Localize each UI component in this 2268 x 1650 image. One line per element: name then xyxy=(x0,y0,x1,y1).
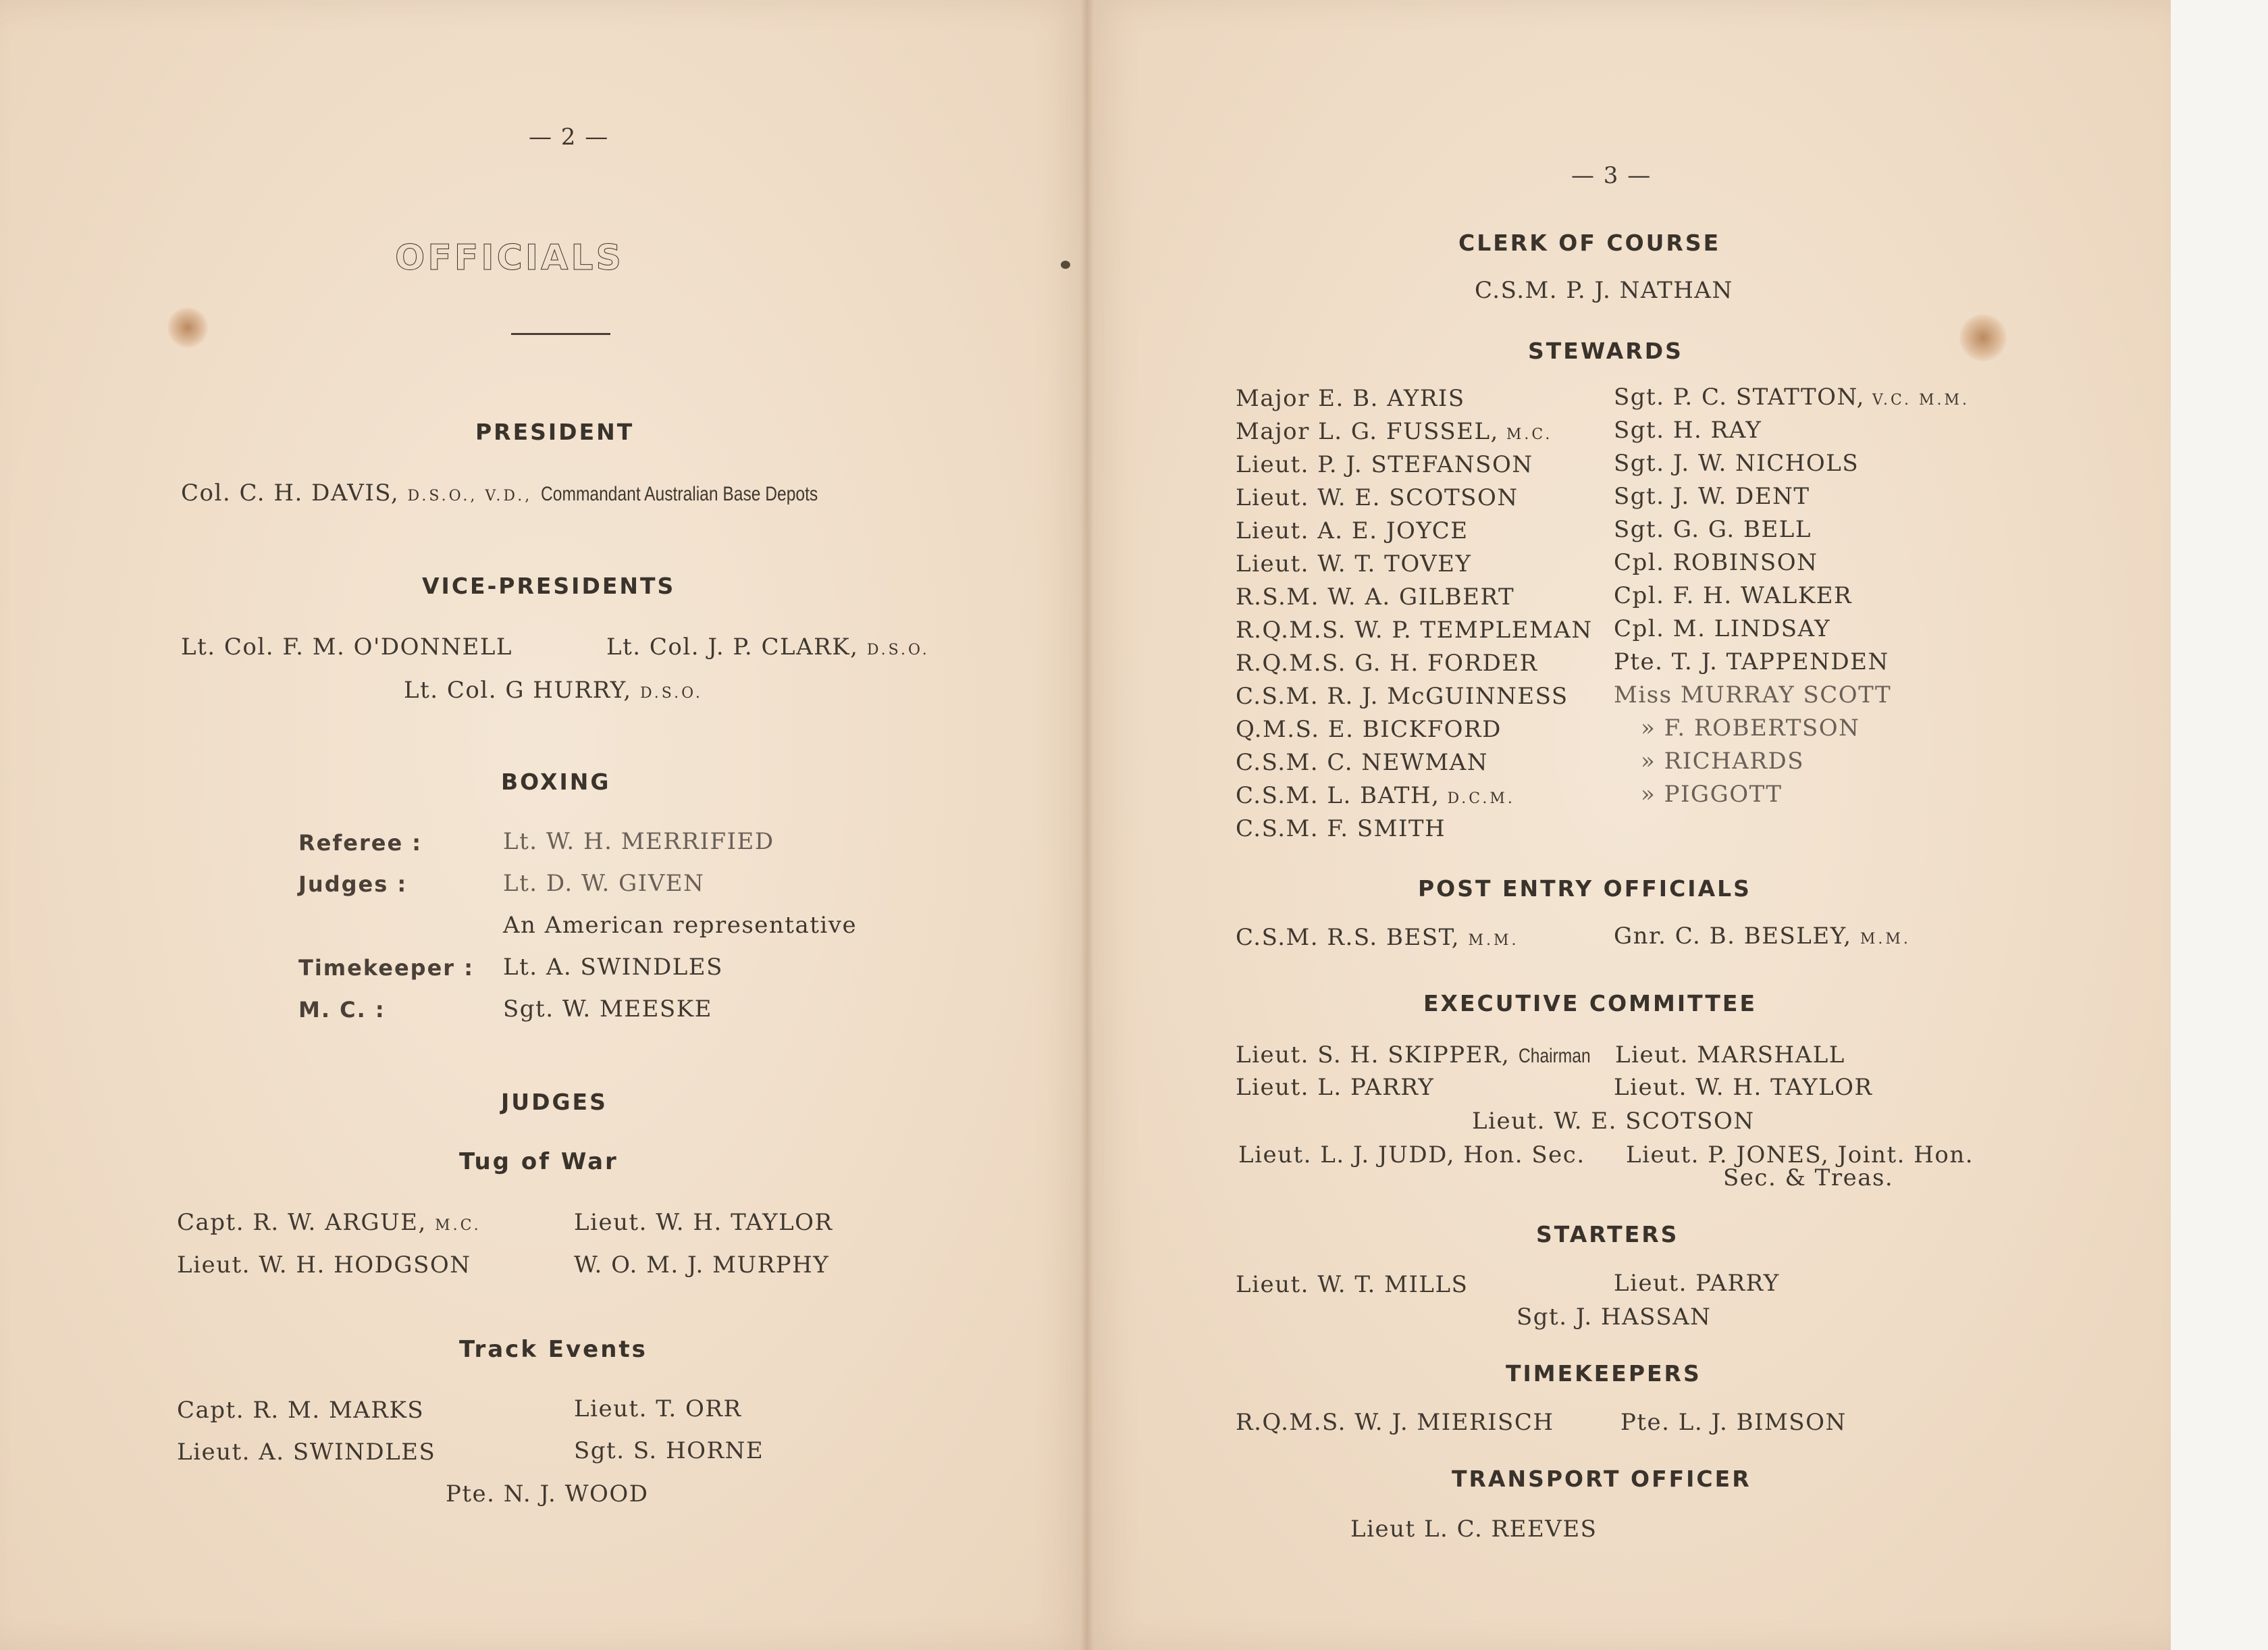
track-events-heading: Track Events xyxy=(459,1336,648,1363)
steward-name: R.Q.M.S. W. P. TEMPLEMAN xyxy=(1236,617,1593,644)
boxing-heading: BOXING xyxy=(501,769,611,795)
steward-entry xyxy=(1614,648,1889,675)
steward-name: C.S.M. C. NEWMAN xyxy=(1236,749,1488,776)
foxing-stain xyxy=(1959,314,2007,361)
steward-entry xyxy=(1641,781,1783,808)
tug-of-war-judge xyxy=(177,1209,481,1236)
steward-name: Sgt. J. W. DENT xyxy=(1614,483,1810,510)
boxing-label: M. C. : xyxy=(298,997,386,1023)
official-honours: M.M. xyxy=(1860,931,1911,948)
page-number: — 2 — xyxy=(529,124,609,151)
clerk-of-course-heading: CLERK OF COURSE xyxy=(1458,230,1721,256)
post-entry-official xyxy=(1614,923,1911,950)
steward-honours: V.C. M.M. xyxy=(1872,392,1970,409)
vice-president-center xyxy=(404,677,703,704)
transport-officer-name: Lieut L. C. REEVES xyxy=(1350,1516,1598,1543)
official-honours: M.M. xyxy=(1468,932,1519,949)
vice-president-center-name: Lt. Col. G HURRY, xyxy=(404,677,632,704)
steward-name: Lieut. W. E. SCOTSON xyxy=(1236,484,1519,511)
boxing-label: Timekeeper : xyxy=(298,955,474,981)
judge-honours: M.C. xyxy=(435,1217,481,1234)
steward-name: Sgt. G. G. BELL xyxy=(1614,516,1812,543)
steward-name: Cpl. F. H. WALKER xyxy=(1614,582,1853,609)
clerk-of-course-name: C.S.M. P. J. NATHAN xyxy=(1475,277,1733,304)
steward-name: C.S.M. L. BATH, xyxy=(1236,782,1440,809)
page-title: OFFICIALS xyxy=(395,238,624,278)
transport-officer-heading: TRANSPORT OFFICER xyxy=(1452,1466,1751,1492)
starters-heading: STARTERS xyxy=(1536,1221,1679,1247)
steward-entry xyxy=(1236,617,1593,644)
steward-name: Lieut. A. E. JOYCE xyxy=(1236,517,1469,544)
steward-name: » PIGGOTT xyxy=(1641,781,1783,808)
committee-member: Lieut. MARSHALL xyxy=(1615,1041,1845,1068)
starter: Lieut. PARRY xyxy=(1614,1270,1780,1297)
official-name: C.S.M. R.S. BEST, xyxy=(1236,924,1460,951)
steward-name: C.S.M. F. SMITH xyxy=(1236,815,1446,842)
scan-margin xyxy=(2171,0,2268,1650)
tug-of-war-judge: Lieut. W. H. TAYLOR xyxy=(574,1209,833,1236)
steward-entry xyxy=(1614,450,1859,477)
vice-president-right-name: Lt. Col. J. P. CLARK, xyxy=(606,634,859,661)
timekeeper: R.Q.M.S. W. J. MIERISCH xyxy=(1236,1409,1554,1436)
stewards-heading: STEWARDS xyxy=(1528,338,1683,364)
boxing-value: Lt. A. SWINDLES xyxy=(503,954,723,981)
steward-entry xyxy=(1614,549,1818,576)
steward-entry xyxy=(1236,815,1446,842)
steward-entry xyxy=(1236,451,1533,478)
steward-entry xyxy=(1236,650,1538,677)
foxing-stain xyxy=(167,307,208,348)
steward-entry xyxy=(1641,748,1804,775)
page-number: — 3 — xyxy=(1571,162,1652,189)
steward-entry xyxy=(1236,517,1469,544)
steward-entry xyxy=(1236,584,1514,611)
steward-name: Cpl. M. LINDSAY xyxy=(1614,615,1831,642)
steward-entry xyxy=(1614,681,1891,708)
track-events-judge: Pte. N. J. WOOD xyxy=(446,1480,649,1507)
steward-name: Sgt. J. W. NICHOLS xyxy=(1614,450,1860,477)
boxing-label: Judges : xyxy=(298,871,408,897)
steward-name: Major L. G. FUSSEL, xyxy=(1236,418,1499,445)
tug-of-war-judge: Lieut. W. H. HODGSON xyxy=(177,1252,471,1279)
steward-name: Cpl. ROBINSON xyxy=(1614,549,1818,576)
tug-of-war-judge: W. O. M. J. MURPHY xyxy=(574,1252,830,1279)
steward-entry xyxy=(1236,418,1552,445)
president-name: Col. C. H. DAVIS, xyxy=(181,480,400,507)
book-spine xyxy=(1080,0,1094,1650)
steward-name: Lieut. P. J. STEFANSON xyxy=(1236,451,1533,478)
steward-entry xyxy=(1614,516,1812,543)
steward-honours: M.C. xyxy=(1506,426,1553,443)
steward-name: Lieut. W. T. TOVEY xyxy=(1236,550,1472,577)
left-page xyxy=(0,0,1087,1650)
committee-member: Lieut. P. JONES, Joint. Hon. xyxy=(1626,1141,1974,1168)
steward-entry xyxy=(1236,385,1465,412)
committee-member: Lieut. W. H. TAYLOR xyxy=(1614,1074,1873,1101)
steward-entry xyxy=(1614,417,1762,444)
timekeeper: Pte. L. J. BIMSON xyxy=(1620,1409,1847,1436)
post-entry-heading: POST ENTRY OFFICIALS xyxy=(1418,875,1751,902)
steward-name: Miss MURRAY SCOTT xyxy=(1614,681,1892,708)
steward-name: Pte. T. J. TAPPENDEN xyxy=(1614,648,1889,675)
title-divider xyxy=(511,333,610,335)
steward-name: Major E. B. AYRIS xyxy=(1236,385,1465,412)
vice-president-center-honours: D.S.O. xyxy=(639,685,703,702)
judge-name: Capt. R. W. ARGUE, xyxy=(177,1209,427,1236)
starter: Sgt. J. HASSAN xyxy=(1517,1304,1712,1331)
vice-presidents-heading: VICE-PRESIDENTS xyxy=(422,573,676,599)
track-events-judge: Sgt. S. HORNE xyxy=(574,1437,764,1464)
track-events-judge: Lieut. A. SWINDLES xyxy=(177,1439,436,1466)
committee-member: Lieut. L. PARRY xyxy=(1236,1074,1435,1101)
steward-entry xyxy=(1236,550,1471,577)
steward-entry xyxy=(1236,683,1568,710)
committee-member xyxy=(1236,1041,1606,1068)
steward-name: Sgt. P. C. STATTON, xyxy=(1614,384,1865,411)
steward-honours: D.C.M. xyxy=(1447,790,1515,807)
boxing-value: Sgt. W. MEESKE xyxy=(503,996,712,1023)
steward-name: C.S.M. R. J. McGUINNESS xyxy=(1236,683,1568,710)
steward-name: R.Q.M.S. G. H. FORDER xyxy=(1236,650,1538,677)
president-line xyxy=(181,480,878,507)
steward-name: » RICHARDS xyxy=(1641,748,1805,775)
committee-name: Lieut. S. H. SKIPPER, xyxy=(1236,1041,1510,1068)
committee-role: Chairman xyxy=(1518,1045,1591,1067)
executive-committee-heading: EXECUTIVE COMMITTEE xyxy=(1423,990,1757,1016)
steward-entry xyxy=(1614,483,1810,510)
boxing-value: An American representative xyxy=(503,912,858,939)
president-honours: D.S.O., V.D., xyxy=(407,488,533,505)
steward-name: Q.M.S. E. BICKFORD xyxy=(1236,716,1502,743)
steward-entry xyxy=(1236,716,1502,743)
tug-of-war-heading: Tug of War xyxy=(459,1148,618,1175)
steward-entry xyxy=(1614,582,1852,609)
committee-member-cont: Sec. & Treas. xyxy=(1723,1164,1894,1191)
boxing-value: Lt. D. W. GIVEN xyxy=(503,870,705,897)
steward-entry xyxy=(1641,715,1860,742)
steward-entry xyxy=(1236,749,1488,776)
steward-entry xyxy=(1614,615,1830,642)
timekeepers-heading: TIMEKEEPERS xyxy=(1506,1360,1702,1387)
post-entry-official xyxy=(1236,924,1519,951)
track-events-judge: Lieut. T. ORR xyxy=(574,1395,742,1422)
steward-name: R.S.M. W. A. GILBERT xyxy=(1236,584,1515,611)
steward-entry xyxy=(1614,384,1970,411)
official-name: Gnr. C. B. BESLEY, xyxy=(1614,923,1852,950)
ink-blot xyxy=(1061,261,1070,269)
judges-heading: JUDGES xyxy=(501,1089,608,1115)
vice-president-left: Lt. Col. F. M. O'DONNELL xyxy=(181,634,512,661)
committee-member: Lieut. W. E. SCOTSON xyxy=(1472,1108,1755,1135)
steward-entry xyxy=(1236,782,1515,809)
steward-name: » F. ROBERTSON xyxy=(1641,715,1860,742)
boxing-label: Referee : xyxy=(298,830,423,856)
starter: Lieut. W. T. MILLS xyxy=(1236,1271,1469,1298)
committee-member: Lieut. L. J. JUDD, Hon. Sec. xyxy=(1238,1141,1585,1168)
steward-entry xyxy=(1236,484,1519,511)
president-heading: PRESIDENT xyxy=(475,419,635,445)
vice-president-right xyxy=(606,634,930,661)
president-role: Commandant Australian Base Depots xyxy=(540,483,818,505)
vice-president-right-honours: D.S.O. xyxy=(866,642,930,659)
track-events-judge: Capt. R. M. MARKS xyxy=(177,1397,425,1424)
boxing-value: Lt. W. H. MERRIFIED xyxy=(503,828,774,855)
steward-name: Sgt. H. RAY xyxy=(1614,417,1762,444)
